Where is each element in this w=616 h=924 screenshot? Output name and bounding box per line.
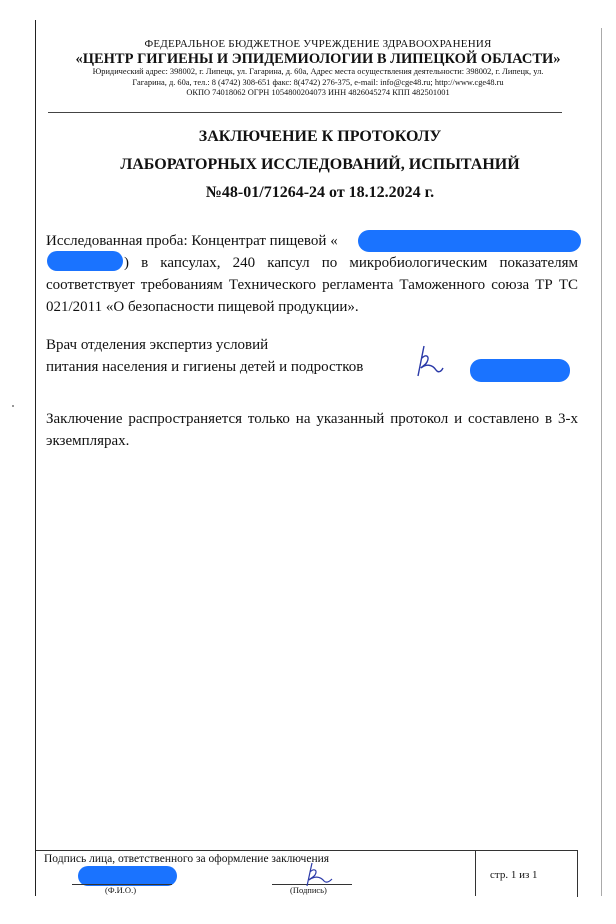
signature-caption: (Подпись): [290, 885, 327, 895]
header-rule: [48, 112, 562, 113]
doc-title-line-1: ЗАКЛЮЧЕНИЕ К ПРОТОКОЛУ: [198, 128, 442, 145]
doc-title-line-2: ЛАБОРАТОРНЫХ ИССЛЕДОВАНИЙ, ИСПЫТАНИЙ: [120, 156, 520, 173]
doc-title-line-3: №48-01/71264-24 от 18.12.2024 г.: [205, 184, 435, 201]
sample-text-start: Исследованная проба: Концентрат пищевой «: [46, 233, 338, 249]
sample-text-end: ) в капсулах, 240 капсул по микробиологическим показателям соответствует требованиям Технического регламента Таможенного союза ТР ТС 021/2011 «О безопасности пищевой продукции».: [46, 255, 578, 315]
codes-line: ОКПО 74018062 ОГРН 1054800204073 ИНН 4826045274 КПП 482501001: [186, 88, 450, 97]
footer-divider: [475, 850, 476, 896]
org-line-1: ФЕДЕРАЛЬНОЕ БЮДЖЕТНОЕ УЧРЕЖДЕНИЕ ЗДРАВООХРАНЕНИЯ: [144, 38, 492, 50]
doctor-title-line-1: Врач отделения экспертиз условий: [46, 337, 269, 353]
page-border-left: [35, 20, 36, 896]
address-line-1: Юридический адрес: 398002, г. Липецк, ул. Гагарина, д. 60а, Адрес места осуществления деятельности: 398002, г. Липецк, ул.: [92, 67, 544, 76]
redacted-responsible-name: [78, 866, 177, 886]
validity-note: Заключение распространяется только на указанный протокол и составлено в 3-х экземплярах.: [46, 411, 578, 449]
footer-responsible-label: Подпись лица, ответственного за оформление заключения: [44, 853, 330, 865]
letterhead: [40, 38, 596, 99]
doctor-signature: [408, 344, 444, 380]
redacted-product-name: [358, 230, 581, 252]
address-line-2: Гагарина, д. 60а, тел.: 8 (4742) 308-651 факс: 8(4742) 276-375, e-mail: info@cge48.ru; http://www.cge48.ru: [132, 77, 504, 87]
scan-speck: [12, 405, 14, 407]
redacted-product-name-cont: [47, 251, 123, 271]
redacted-doctor-name: [470, 359, 570, 382]
page-border-right: [601, 28, 602, 896]
fio-caption: (Ф.И.О.): [105, 885, 137, 895]
org-line-2: «ЦЕНТР ГИГИЕНЫ И ЭПИДЕМИОЛОГИИ В ЛИПЕЦКОЙ ОБЛАСТИ»: [75, 51, 561, 67]
page-number: стр. 1 из 1: [490, 869, 538, 881]
doctor-title-line-2: питания населения и гигиены детей и подростков: [46, 359, 364, 375]
